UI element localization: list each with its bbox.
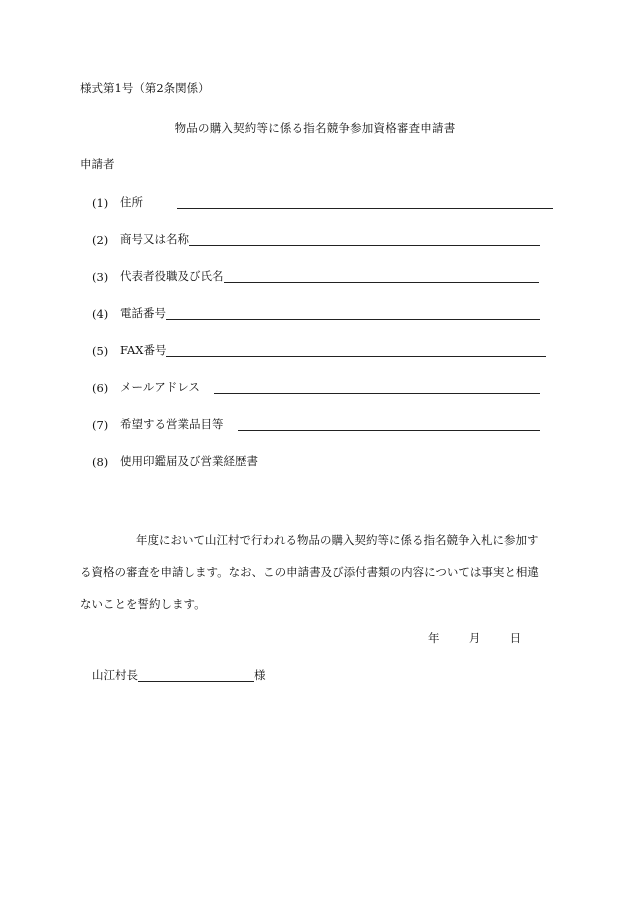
addressee-name-line[interactable] bbox=[138, 667, 254, 682]
item-address bbox=[92, 192, 553, 210]
applicant-heading: 申請者 bbox=[80, 157, 115, 171]
item-number: (8) bbox=[92, 455, 109, 469]
addressee-suffix: 様 bbox=[254, 668, 266, 682]
day-label: 日 bbox=[509, 631, 522, 645]
item-label: 電話番号 bbox=[120, 306, 166, 320]
declaration-paragraph bbox=[80, 524, 548, 620]
company-name-line[interactable] bbox=[189, 231, 540, 246]
representative-line[interactable] bbox=[224, 268, 539, 283]
item-number: (5) bbox=[92, 344, 109, 358]
item-phone bbox=[92, 303, 540, 321]
email-line[interactable] bbox=[214, 379, 540, 394]
item-number: (3) bbox=[92, 270, 109, 284]
addressee-row bbox=[92, 667, 266, 683]
item-number: (2) bbox=[92, 233, 109, 247]
date-row bbox=[428, 630, 521, 646]
year-label: 年 bbox=[428, 631, 440, 645]
item-number: (6) bbox=[92, 381, 109, 395]
document-title: 物品の購入契約等に係る指名競争参加資格審査申請書 bbox=[174, 121, 456, 135]
item-fax bbox=[92, 340, 546, 358]
declaration-line-3: ないことを誓約します。 bbox=[80, 597, 206, 611]
item-number: (4) bbox=[92, 307, 109, 321]
item-number: (7) bbox=[92, 418, 109, 432]
item-number: (1) bbox=[92, 196, 109, 210]
business-items-line[interactable] bbox=[238, 416, 540, 431]
addressee-prefix: 山江村長 bbox=[92, 668, 138, 682]
item-representative bbox=[92, 266, 539, 284]
item-company-name bbox=[92, 229, 540, 247]
fax-line[interactable] bbox=[166, 342, 546, 357]
item-label: 希望する営業品目等 bbox=[120, 417, 224, 431]
item-label: FAX番号 bbox=[120, 343, 167, 357]
item-label: 使用印鑑届及び営業経歴書 bbox=[120, 454, 258, 468]
item-seal-history bbox=[92, 451, 258, 469]
declaration-line-1: 年度において山江村で行われる物品の購入契約等に係る指名競争入札に参加す bbox=[136, 533, 539, 547]
month-label: 月 bbox=[468, 631, 481, 645]
address-line[interactable] bbox=[177, 194, 553, 209]
item-label: 住所 bbox=[120, 195, 143, 209]
item-business-items bbox=[92, 414, 540, 432]
item-label: メールアドレス bbox=[120, 380, 200, 394]
phone-line[interactable] bbox=[166, 305, 540, 320]
item-label: 商号又は名称 bbox=[120, 232, 189, 246]
form-number: 様式第1号（第2条関係） bbox=[80, 81, 210, 95]
item-label: 代表者役職及び氏名 bbox=[120, 269, 224, 283]
declaration-line-2: る資格の審査を申請します。なお、この申請書及び添付書類の内容については事実と相違 bbox=[80, 565, 539, 579]
item-email bbox=[92, 377, 540, 395]
